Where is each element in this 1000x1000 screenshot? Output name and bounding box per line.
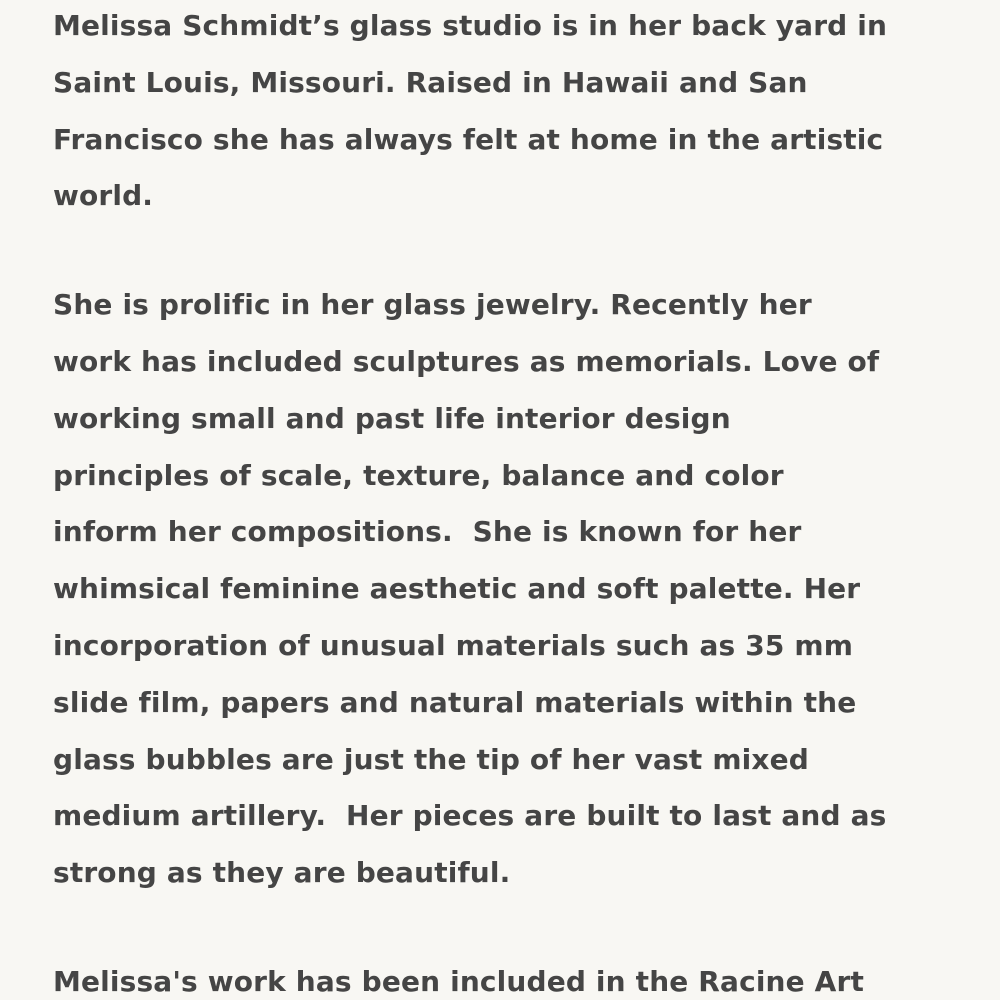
text-line: inform her compositions. She is known for her [53, 515, 802, 549]
article-body [53, 0, 983, 1000]
paragraph-gap [53, 902, 983, 954]
text-line: principles of scale, texture, balance and color [53, 458, 784, 492]
text-line: whimsical feminine aesthetic and soft palette. Her [53, 572, 861, 606]
paragraph-work [53, 277, 983, 902]
text-line: She is prolific in her glass jewelry. Recently her [53, 288, 812, 322]
text-line: Francisco she has always felt at home in the artistic [53, 122, 884, 156]
text-line: world. [53, 179, 154, 213]
text-line: medium artillery. Her pieces are built to last and as [53, 799, 887, 833]
text-line: Melissa Schmidt’s glass studio is in her back yard in [53, 9, 888, 42]
paragraph-exhibitions [53, 954, 983, 1000]
text-line: work has included sculptures as memorials. Love of [53, 344, 880, 378]
text-line: Melissa's work has been included in the Racine Art [53, 964, 864, 998]
text-line: Saint Louis, Missouri. Raised in Hawaii and San [53, 65, 808, 99]
text-line: strong as they are beautiful. [53, 856, 511, 890]
paragraph-gap [53, 225, 983, 277]
text-line: glass bubbles are just the tip of her vast mixed [53, 742, 809, 776]
text-line: slide film, papers and natural materials within the [53, 685, 857, 719]
paragraph-studio [53, 0, 983, 225]
text-line: incorporation of unusual materials such as 35 mm [53, 628, 854, 662]
text-line: working small and past life interior design [53, 401, 731, 435]
